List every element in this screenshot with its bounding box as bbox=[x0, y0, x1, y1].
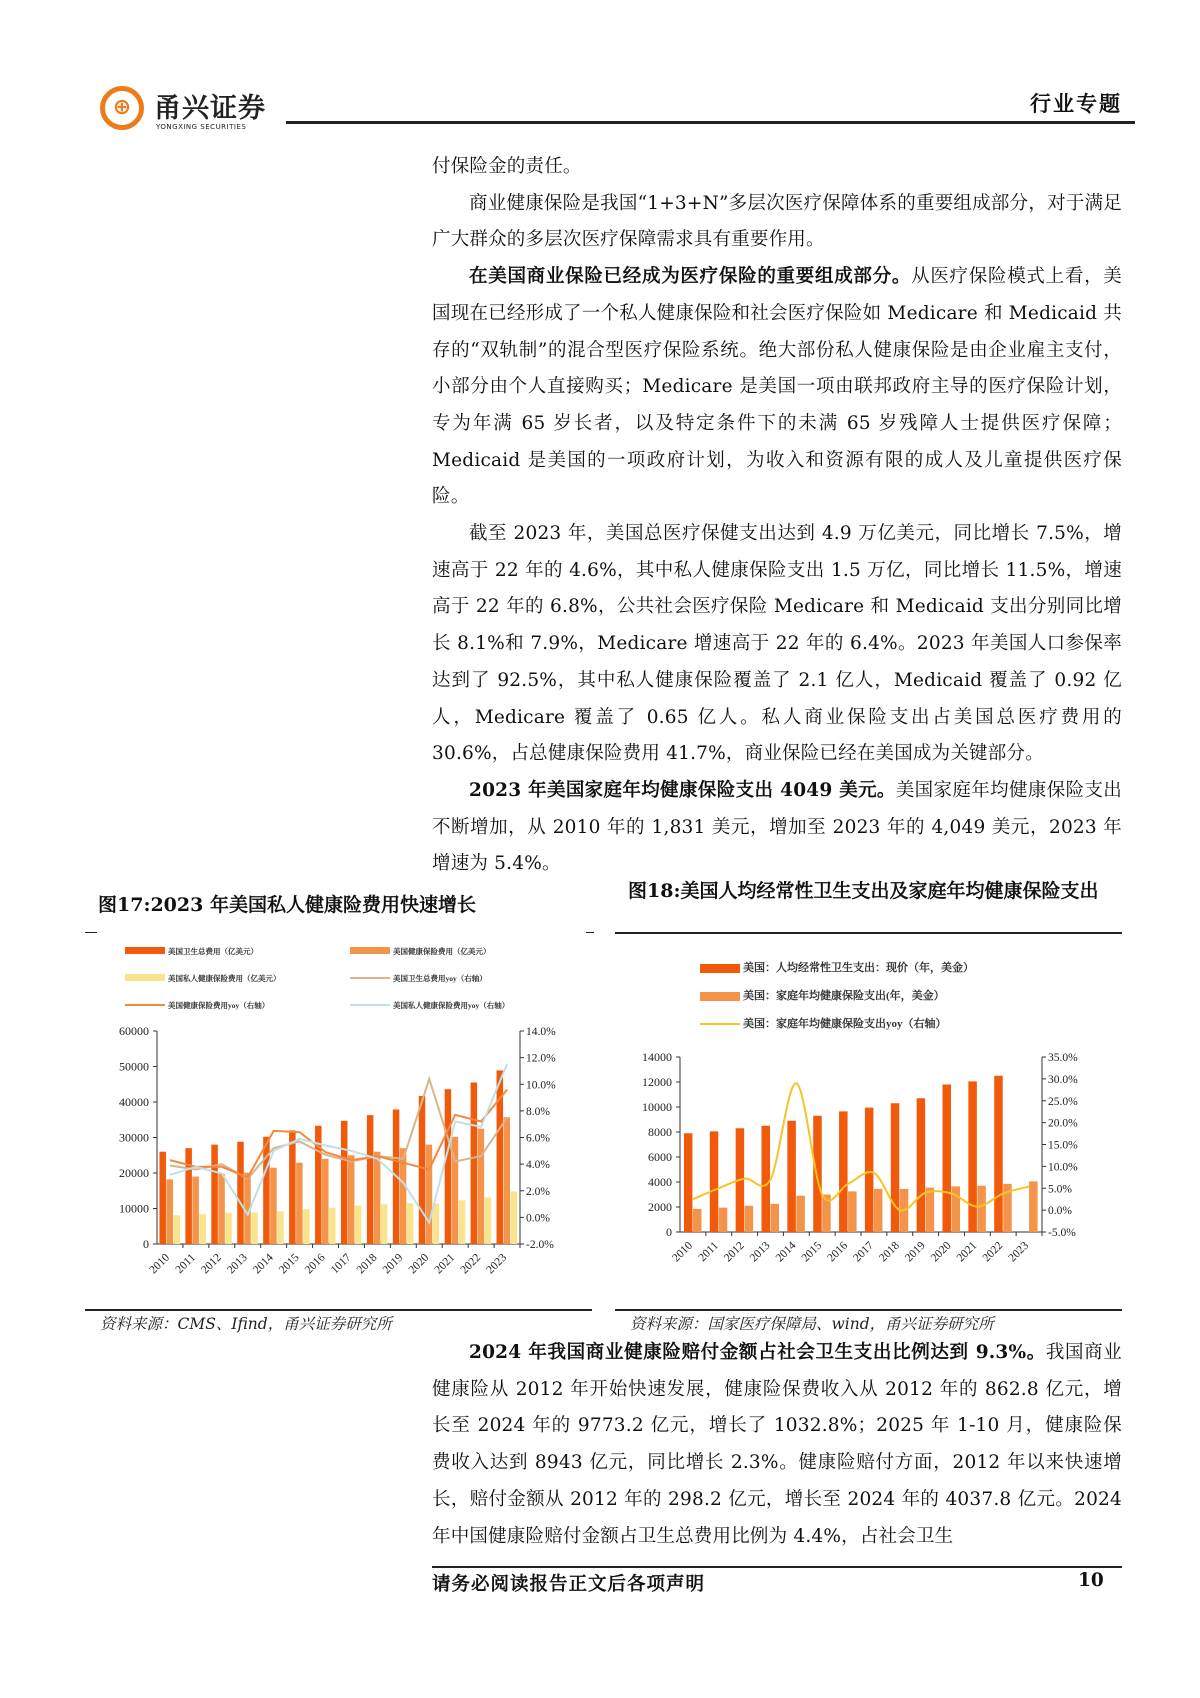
x-tick-label: 2020 bbox=[406, 1251, 432, 1277]
bar bbox=[511, 1191, 518, 1244]
bar bbox=[719, 1208, 728, 1232]
paragraph: 截至 2023 年，美国总医疗保健支出达到 4.9 万亿美元，同比增长 7.5%，增速高于 22 年的 4.6%，其中私人健康保险支出 1.5 万亿，同比增长 11.5%，增速高于 22 年的 6.8%，公共社会医疗保险 Medicare 和 Medicaid 支出分别同比增长 8.1%和 7.9%，Medicare 增速高于 22 年的 6.4%。2023 年美国人口参保率达到了 92.5%，其中私人健康保险覆盖了 2.1 亿人，Medicaid 覆盖了 0.92 亿人，Medicare 覆盖了 0.65 亿人。私人商业保险支出占美国总医疗费用的 30.6%，占总健康保险费用 41.7%，商业保险已经在美国成为关键部分。 bbox=[432, 523, 1122, 765]
y2-tick-label: 14.0% bbox=[526, 1026, 556, 1038]
bar bbox=[407, 1203, 414, 1244]
legend-swatch bbox=[700, 992, 740, 1001]
bar bbox=[787, 1121, 796, 1232]
bar bbox=[710, 1131, 719, 1232]
legend-label: 美国卫生总费用yoy（右轴） bbox=[393, 974, 487, 983]
legend-label: 美国健康保险费用（亿美元） bbox=[393, 947, 491, 956]
y2-tick-label: 2.0% bbox=[526, 1185, 550, 1198]
figure-18-title: 图18:美国人均经常性卫生支出及家庭年均健康保险支出 bbox=[628, 880, 1099, 902]
legend-swatch bbox=[700, 964, 740, 973]
y-tick-label: 12000 bbox=[642, 1075, 672, 1089]
chart-figure-17 bbox=[85, 940, 595, 1305]
bar bbox=[159, 1152, 166, 1244]
x-tick-label: 2019 bbox=[903, 1239, 928, 1265]
bar bbox=[218, 1174, 225, 1244]
x-tick-label: 2013 bbox=[225, 1251, 250, 1277]
bar bbox=[296, 1163, 303, 1244]
bar bbox=[303, 1209, 310, 1244]
bar bbox=[185, 1148, 192, 1244]
legend-label: 美国私人健康保险费用（亿美元） bbox=[168, 974, 281, 983]
bar bbox=[211, 1145, 218, 1244]
logo-english-name: YONGXING SECURITIES bbox=[156, 123, 247, 131]
y2-tick-label: 12.0% bbox=[526, 1052, 556, 1065]
paragraph-lead: 2024 年我国商业健康险赔付金额占社会卫生支出比例达到 9.3%。 bbox=[469, 1342, 1046, 1363]
legend-label: 美国私人健康保险费用yoy（右轴） bbox=[393, 1001, 510, 1010]
bar bbox=[381, 1204, 388, 1244]
legend-swatch bbox=[125, 947, 165, 954]
x-tick-label: 2010 bbox=[147, 1251, 173, 1277]
x-tick-label: 2016 bbox=[825, 1239, 851, 1265]
x-tick-label: 2016 bbox=[302, 1251, 328, 1277]
bar bbox=[684, 1133, 693, 1232]
bar bbox=[865, 1108, 874, 1232]
company-logo bbox=[100, 86, 290, 138]
bar bbox=[771, 1204, 780, 1232]
bar bbox=[1029, 1181, 1038, 1232]
y-tick-label: 10000 bbox=[642, 1100, 672, 1114]
legend-label: 美国健康保险费用yoy（右轴） bbox=[168, 1001, 270, 1010]
body-text-top bbox=[432, 149, 1122, 883]
y-tick-label: 14000 bbox=[642, 1050, 672, 1064]
y2-tick-label: 35.0% bbox=[1048, 1052, 1078, 1064]
bar bbox=[874, 1189, 883, 1232]
x-tick-label: 2017 bbox=[851, 1239, 877, 1265]
figure-18-source: 资料来源：国家医疗保障局、wind，甬兴证券研究所 bbox=[630, 1315, 994, 1333]
bar bbox=[289, 1130, 296, 1244]
source-divider bbox=[615, 1309, 1122, 1311]
bar bbox=[745, 1206, 754, 1232]
y-tick-label: 0 bbox=[143, 1237, 149, 1251]
chart-figure-18 bbox=[605, 940, 1120, 1305]
bar bbox=[192, 1177, 199, 1244]
bar bbox=[459, 1200, 466, 1244]
logo-mark-icon: ⊕ bbox=[100, 86, 144, 130]
x-tick-label: 2011 bbox=[696, 1239, 721, 1265]
y-tick-label: 60000 bbox=[119, 1024, 149, 1038]
x-tick-label: 2014 bbox=[251, 1251, 276, 1277]
y2-tick-label: 15.0% bbox=[1048, 1139, 1078, 1152]
bar bbox=[994, 1076, 1003, 1232]
x-tick-label: 1017 bbox=[328, 1251, 354, 1277]
bar bbox=[426, 1145, 433, 1244]
bar bbox=[796, 1196, 805, 1232]
x-tick-label: 2023 bbox=[484, 1251, 510, 1277]
bar bbox=[917, 1098, 926, 1232]
paragraph bbox=[432, 1335, 1122, 1555]
x-tick-label: 2018 bbox=[877, 1239, 902, 1265]
x-tick-label: 2013 bbox=[747, 1239, 773, 1265]
legend-label: 美国：人均经常性卫生支出：现价（年，美金） bbox=[743, 962, 974, 974]
bar bbox=[977, 1186, 986, 1232]
y2-tick-label: 6.0% bbox=[526, 1132, 550, 1145]
disclaimer-note[interactable]: 请务必阅读报告正文后各项声明 bbox=[432, 1574, 706, 1595]
x-tick-label: 2021 bbox=[432, 1251, 458, 1277]
footer-divider bbox=[432, 1566, 1122, 1568]
y2-tick-label: 20.0% bbox=[1048, 1117, 1078, 1130]
y-tick-label: 40000 bbox=[119, 1095, 149, 1109]
y-tick-label: 10000 bbox=[119, 1201, 149, 1216]
bar bbox=[693, 1209, 702, 1232]
bar bbox=[329, 1208, 336, 1244]
page-number: 10 bbox=[1078, 1570, 1104, 1591]
bar bbox=[485, 1197, 492, 1244]
bar bbox=[348, 1155, 355, 1244]
bar bbox=[367, 1115, 374, 1244]
paragraph-text: 从医疗保险模式上看，美国现在已经形成了一个私人健康保险和社会医疗保险如 Medicare 和 Medicaid 共存的“双轨制”的混合型医疗保险系统。绝大部份私人健康保险是由企业雇主支付，小部分由个人直接购买；Medicare 是美国一项由联邦政府主导的医疗保险计划，专为年满 65 岁长者，以及特定条件下的未满 65 岁残障人士提供医疗保障；Medicaid 是美国的一项政府计划，为收入和资源有限的成人及儿童提供医疗保险。 bbox=[432, 266, 1123, 508]
bar bbox=[848, 1191, 857, 1232]
bar bbox=[968, 1081, 977, 1232]
y2-tick-label: 10.0% bbox=[1048, 1161, 1078, 1174]
bar bbox=[478, 1129, 485, 1244]
y2-tick-label: -2.0% bbox=[526, 1239, 554, 1251]
x-tick-label: 2020 bbox=[928, 1239, 954, 1265]
y-tick-label: 50000 bbox=[119, 1059, 149, 1074]
legend-label: 美国：家庭年均健康保险支出yoy（右轴） bbox=[743, 1018, 947, 1030]
report-category: 行业专题 bbox=[1030, 91, 1122, 116]
bar bbox=[762, 1126, 771, 1232]
y-tick-label: 2000 bbox=[648, 1200, 672, 1214]
bar bbox=[471, 1082, 478, 1244]
bar bbox=[374, 1152, 381, 1244]
bar bbox=[199, 1214, 206, 1244]
x-tick-label: 2019 bbox=[380, 1251, 406, 1277]
paragraph-lead: 2023 年美国家庭年均健康保险支出 4049 美元。 bbox=[469, 779, 896, 801]
y-tick-label: 6000 bbox=[648, 1150, 672, 1164]
paragraph bbox=[432, 259, 1122, 516]
bar bbox=[926, 1188, 935, 1232]
x-tick-label: 2014 bbox=[773, 1239, 799, 1265]
figure-17-source: 资料来源：CMS、Ifind，甬兴证券研究所 bbox=[100, 1315, 392, 1333]
figure-divider bbox=[85, 932, 97, 933]
bar bbox=[433, 1204, 440, 1244]
y-tick-label: 4000 bbox=[648, 1175, 672, 1189]
x-tick-label: 2015 bbox=[276, 1251, 302, 1277]
x-tick-label: 2021 bbox=[954, 1239, 980, 1265]
x-tick-label: 2012 bbox=[722, 1239, 747, 1265]
x-tick-label: 2011 bbox=[173, 1251, 199, 1277]
x-tick-label: 2012 bbox=[199, 1251, 224, 1277]
x-tick-label: 2015 bbox=[799, 1239, 825, 1265]
y2-tick-label: 0.0% bbox=[526, 1212, 550, 1225]
figure-17-title: 图17:2023 年美国私人健康险费用快速增长 bbox=[98, 894, 476, 916]
y-tick-label: 8000 bbox=[648, 1125, 672, 1139]
header-divider bbox=[286, 121, 1135, 124]
bar bbox=[270, 1168, 277, 1244]
x-tick-label: 2022 bbox=[458, 1251, 484, 1277]
y2-tick-label: 25.0% bbox=[1048, 1095, 1078, 1108]
x-tick-label: 2023 bbox=[1006, 1239, 1032, 1265]
paragraph: 商业健康保险是我国“1+3+N”多层次医疗保障体系的重要组成部分，对于满足广大群众的多层次医疗保障需求具有重要作用。 bbox=[432, 192, 1122, 251]
body-text-bottom bbox=[432, 1335, 1122, 1555]
bar bbox=[943, 1085, 952, 1233]
bar bbox=[277, 1211, 284, 1244]
bar bbox=[341, 1121, 348, 1244]
bar bbox=[355, 1206, 362, 1244]
y2-tick-label: 30.0% bbox=[1048, 1073, 1078, 1086]
y-tick-label: 0 bbox=[666, 1225, 672, 1239]
legend-label: 美国：家庭年均健康保险支出(年，美金） bbox=[743, 990, 945, 1002]
figure-divider bbox=[615, 932, 1122, 934]
legend-swatch bbox=[125, 974, 165, 981]
y2-tick-label: 4.0% bbox=[526, 1159, 550, 1172]
bar bbox=[504, 1117, 511, 1244]
y-tick-label: 20000 bbox=[119, 1166, 149, 1180]
y-tick-label: 30000 bbox=[119, 1130, 149, 1145]
bar bbox=[891, 1103, 900, 1232]
bar bbox=[419, 1096, 426, 1244]
legend-swatch bbox=[350, 947, 390, 954]
source-divider bbox=[85, 1309, 592, 1311]
bar bbox=[166, 1179, 173, 1244]
bar bbox=[225, 1213, 232, 1244]
x-tick-label: 2018 bbox=[354, 1251, 380, 1277]
y2-tick-label: 5.0% bbox=[1048, 1183, 1072, 1196]
bar bbox=[839, 1111, 848, 1232]
y2-tick-label: 10.0% bbox=[526, 1079, 556, 1092]
x-tick-label: 2010 bbox=[670, 1239, 696, 1265]
paragraph: 付保险金的责任。 bbox=[432, 156, 582, 177]
paragraph-text: 美国家庭年均健康保险支出不断增加，从 2010 年的 1,831 美元，增加至 2023 年的 4,049 美元，2023 年增速为 5.4%。 bbox=[432, 779, 1123, 875]
logo-name: 甬兴证券 bbox=[154, 93, 266, 124]
bar bbox=[173, 1215, 180, 1244]
bar bbox=[251, 1212, 258, 1244]
paragraph bbox=[432, 773, 1122, 883]
bar bbox=[445, 1089, 452, 1244]
y2-tick-label: -5.0% bbox=[1048, 1227, 1076, 1239]
x-tick-label: 2022 bbox=[980, 1239, 1006, 1265]
bar bbox=[322, 1159, 329, 1244]
y2-tick-label: 0.0% bbox=[1048, 1205, 1072, 1218]
legend-label: 美国卫生总费用（亿美元） bbox=[168, 947, 258, 956]
paragraph-lead: 在美国商业保险已经成为医疗保险的重要组成部分。 bbox=[469, 266, 912, 288]
paragraph-text: 我国商业健康险从 2012 年开始快速发展，健康险保费收入从 2012 年的 862.8 亿元，增长至 2024 年的 9773.2 亿元，增长了 1032.8%；2025 年 1-10 月，健康险保费收入达到 8943 亿元，同比增长 2.3%。健康险赔付方面，2012 年以来快速增长，赔付金额从 2012 年的 298.2 亿元，增长至 2024 年的 4037.8 亿元。2024 年中国健康险赔付金额占卫生总费用比例为 4.4%，占社会卫生 bbox=[432, 1342, 1123, 1547]
y2-tick-label: 8.0% bbox=[526, 1105, 550, 1118]
bar bbox=[237, 1142, 244, 1244]
figure-divider bbox=[586, 932, 594, 933]
